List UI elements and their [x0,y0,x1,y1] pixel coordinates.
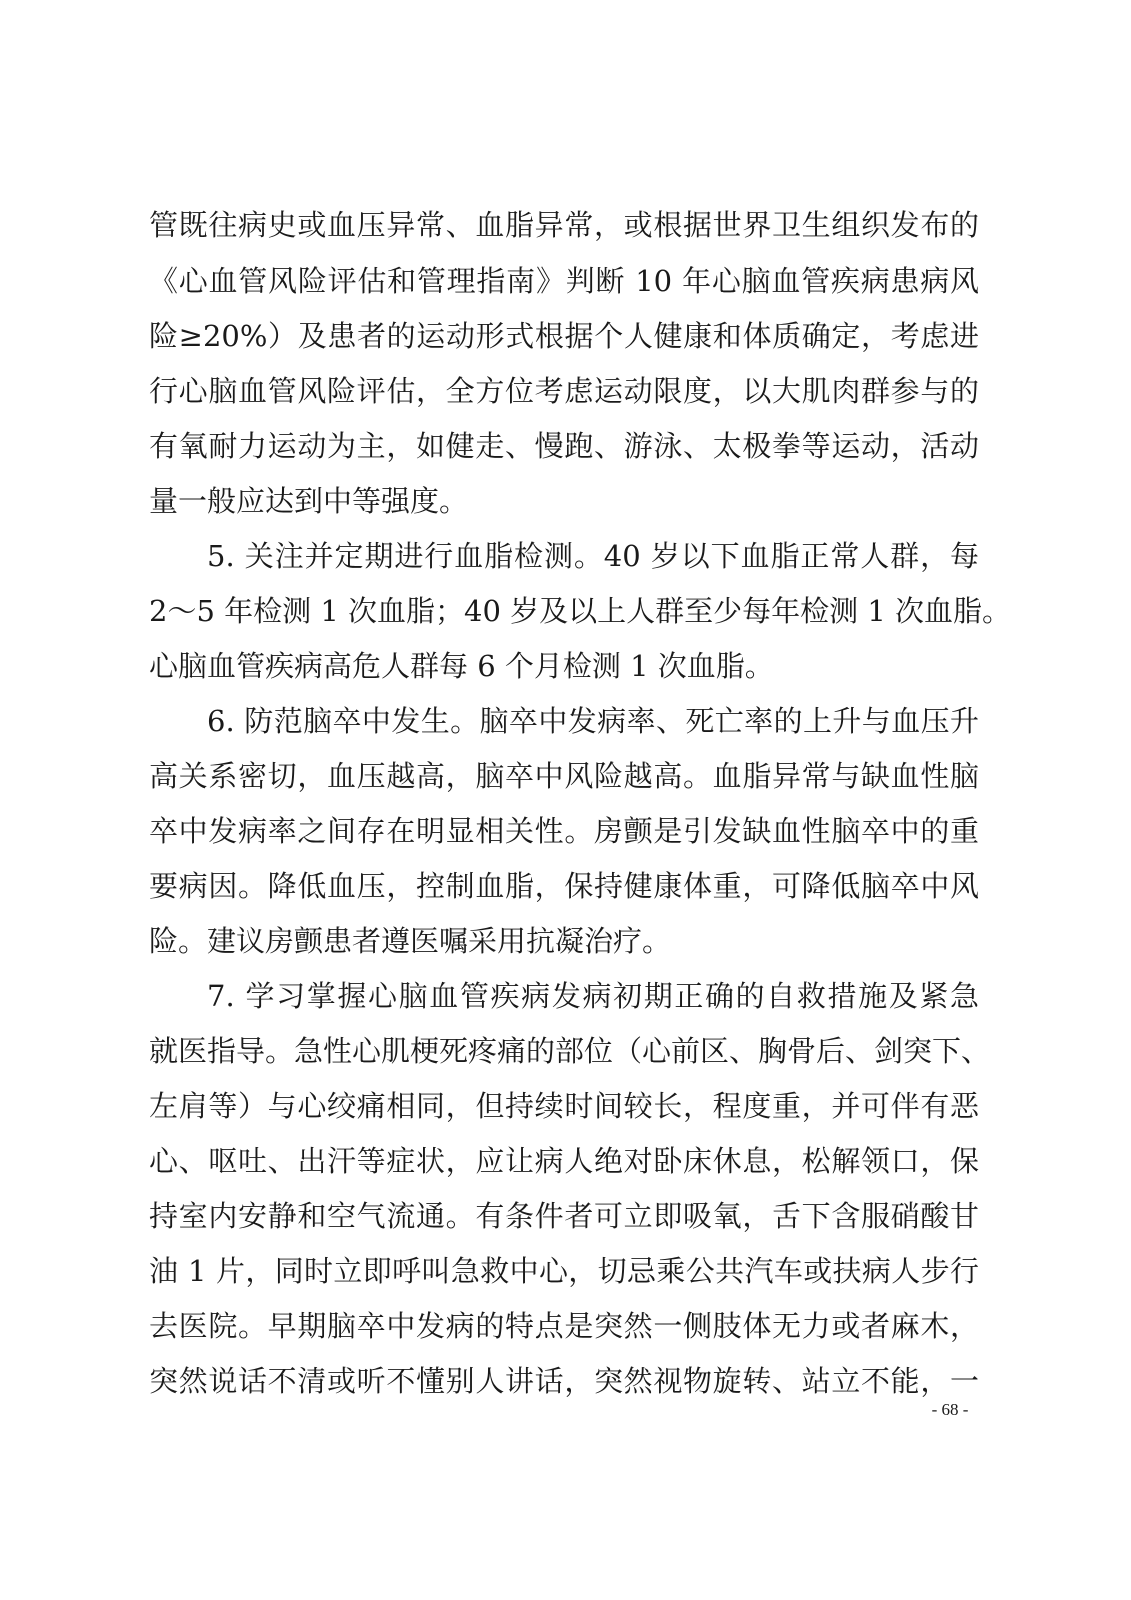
body-text-line: 油 1 片，同时立即呼叫急救中心，切忌乘公共汽车或扶病人步行 [149,1254,979,1288]
body-text-line: 持室内安静和空气流通。有条件者可立即吸氧，舌下含服硝酸甘 [149,1199,979,1233]
body-text-line: 去医院。早期脑卒中发病的特点是突然一侧肢体无力或者麻木， [149,1309,979,1343]
body-text-line: 行心脑血管风险评估，全方位考虑运动限度，以大肌肉群参与的 [149,374,979,408]
page-number: - 68 - [931,1400,969,1419]
body-text-line: 《心血管风险评估和管理指南》判断 10 年心脑血管疾病患病风 [149,264,979,298]
body-text-line: 量一般应达到中等强度。 [149,484,469,518]
body-text-line: 心、呕吐、出汗等症状，应让病人绝对卧床休息，松解领口，保 [149,1144,979,1178]
body-text-line: 就医指导。急性心肌梗死疼痛的部位（心前区、胸骨后、剑突下、 [149,1034,991,1068]
body-text-line: 险≥20%）及患者的运动形式根据个人健康和体质确定，考虑进 [149,319,979,353]
body-text-line: 有氧耐力运动为主，如健走、慢跑、游泳、太极拳等运动，活动 [149,429,979,463]
body-text-line: 心脑血管疾病高危人群每 6 个月检测 1 次血脂。 [149,649,774,683]
body-text-line: 高关系密切，血压越高，脑卒中风险越高。血脂异常与缺血性脑 [149,759,979,793]
body-text-line: 突然说话不清或听不懂别人讲话，突然视物旋转、站立不能，一 [149,1364,979,1398]
body-text-line: 2～5 年检测 1 次血脂；40 岁及以上人群至少每年检测 1 次血脂。 [149,594,1012,628]
body-text-line: 管既往病史或血压异常、血脂异常，或根据世界卫生组织发布的 [149,208,979,242]
body-text-line: 左肩等）与心绞痛相同，但持续时间较长，程度重，并可伴有恶 [149,1089,979,1123]
body-text-line: 要病因。降低血压，控制血脂，保持健康体重，可降低脑卒中风 [149,869,979,903]
paragraph-6-first-line: 6. 防范脑卒中发生。脑卒中发病率、死亡率的上升与血压升 [207,704,979,738]
paragraph-7-first-line: 7. 学习掌握心脑血管疾病发病初期正确的自救措施及紧急 [207,979,979,1013]
body-text-line: 险。建议房颤患者遵医嘱采用抗凝治疗。 [149,924,672,958]
paragraph-5-first-line: 5. 关注并定期进行血脂检测。40 岁以下血脂正常人群，每 [207,539,979,573]
body-text-line: 卒中发病率之间存在明显相关性。房颤是引发缺血性脑卒中的重 [149,814,979,848]
